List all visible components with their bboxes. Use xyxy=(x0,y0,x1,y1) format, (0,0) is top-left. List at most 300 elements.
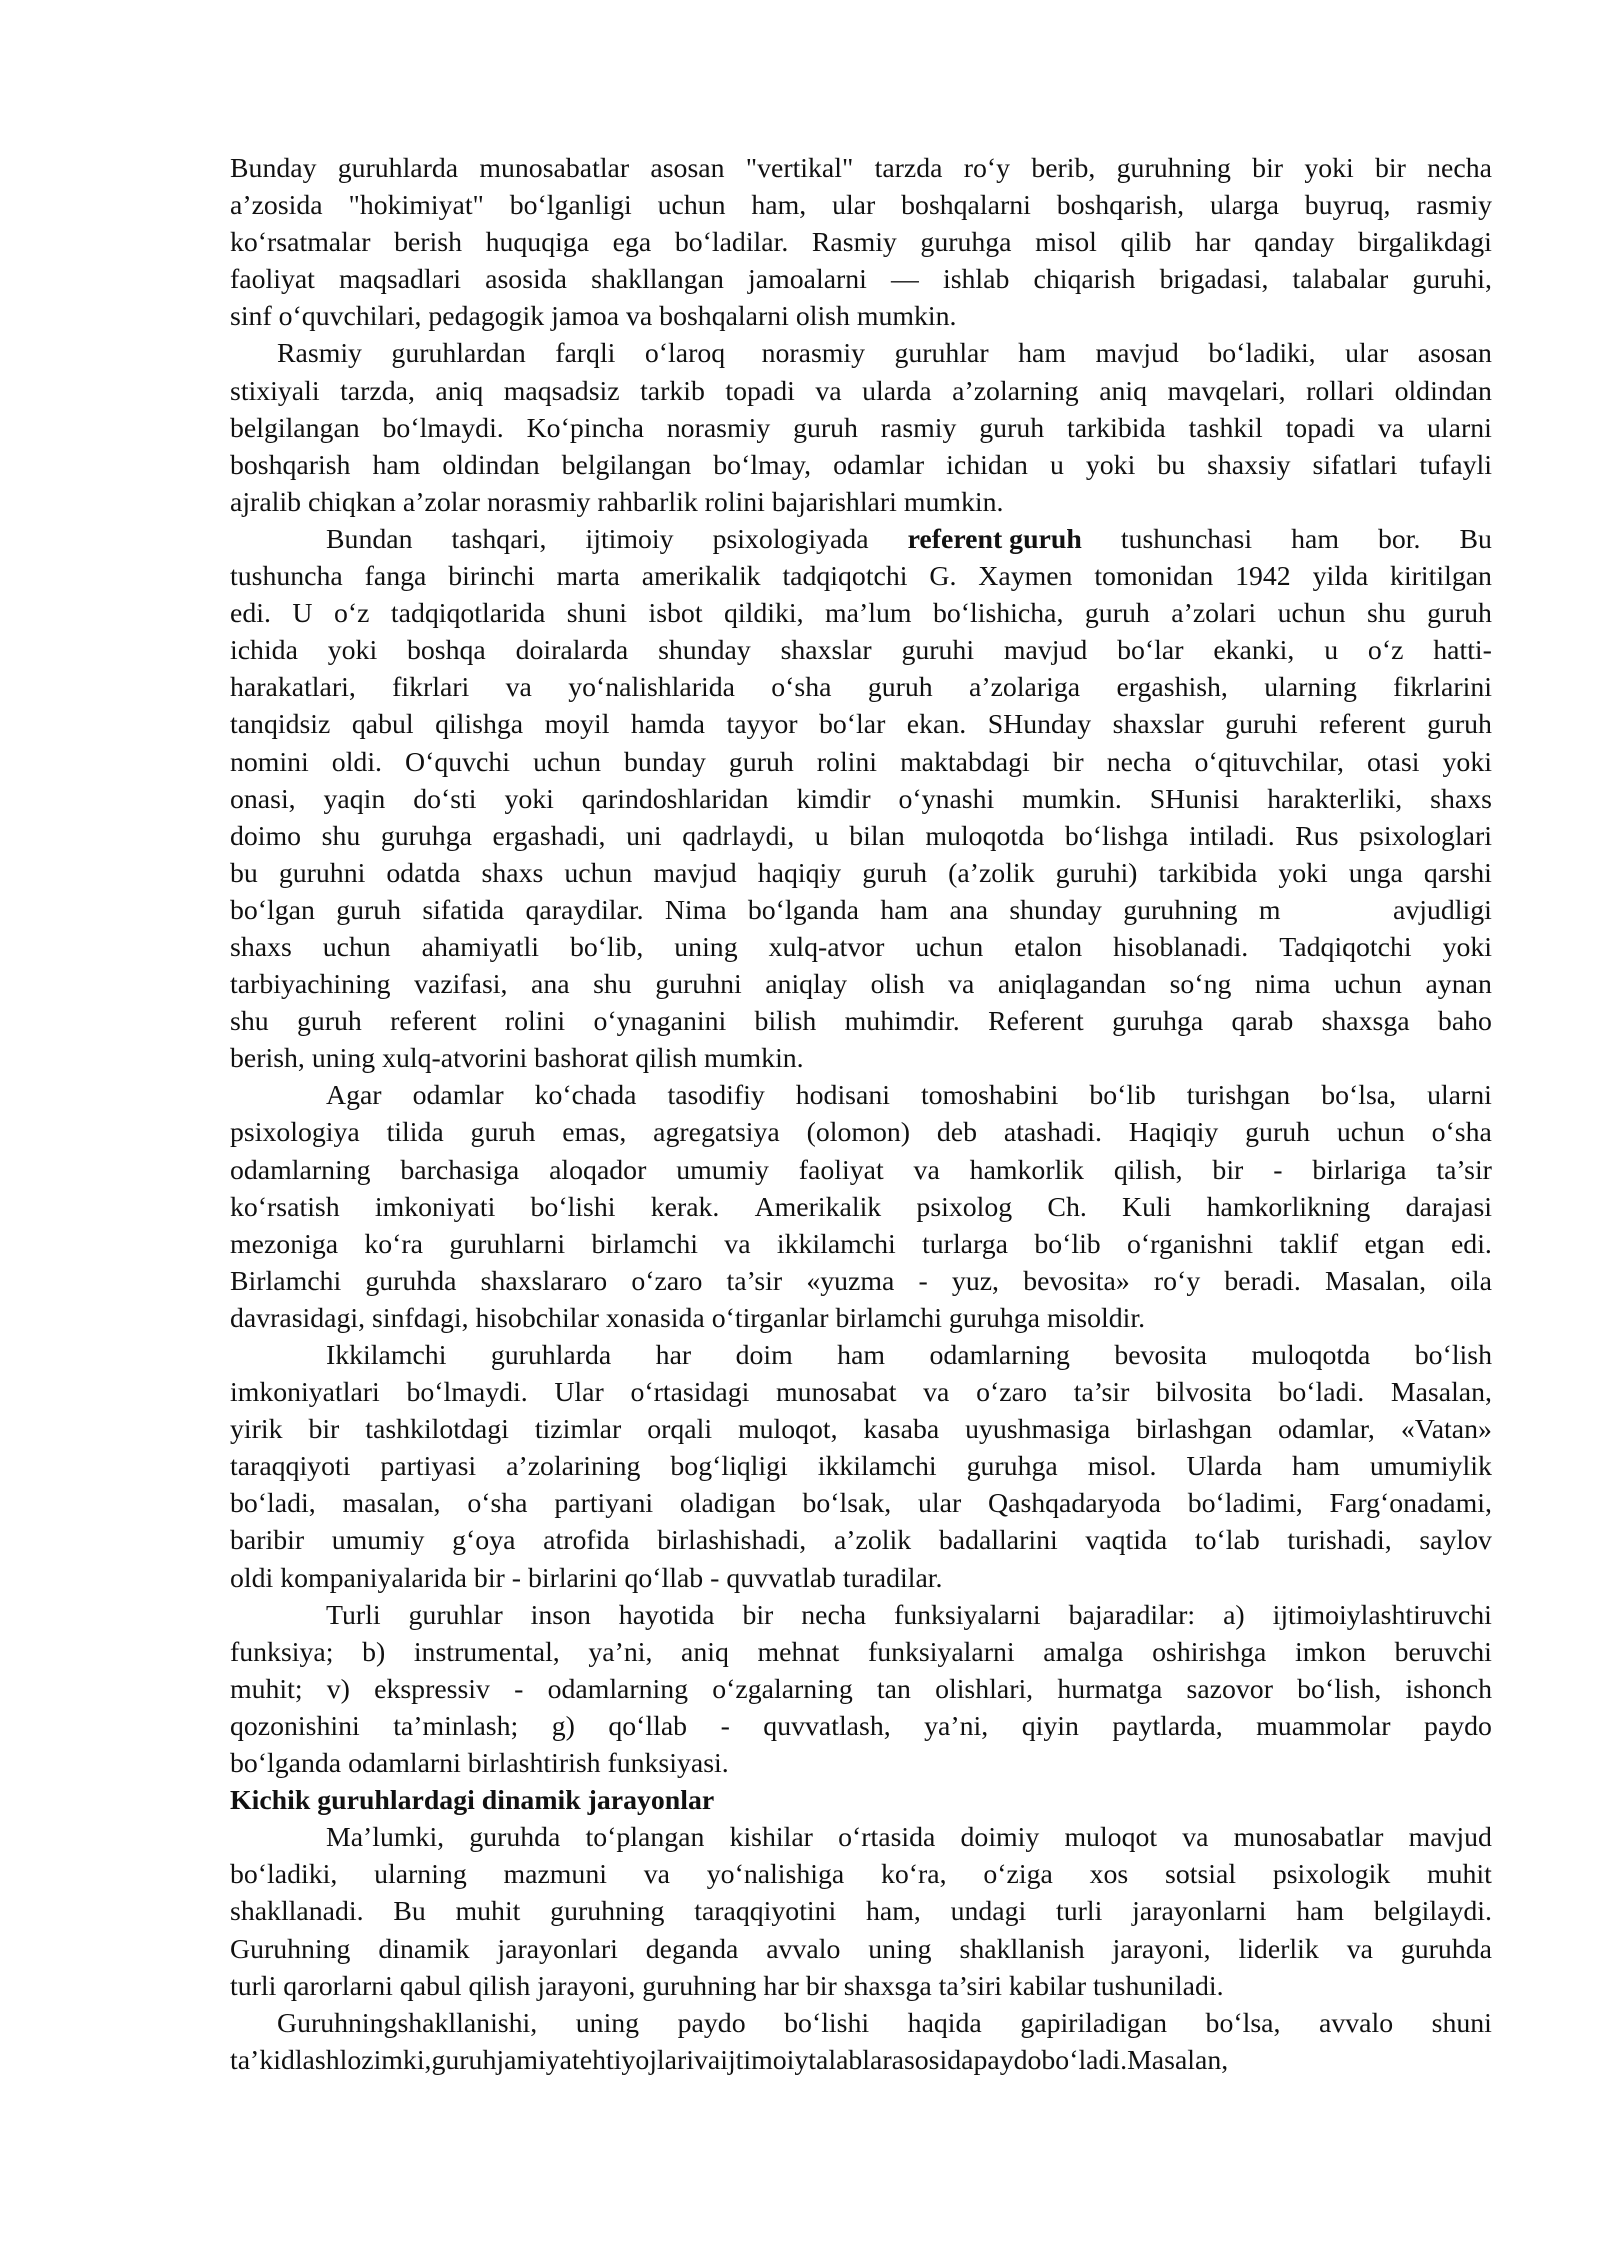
word: mavjud xyxy=(1408,1822,1492,1854)
word: qanday xyxy=(1254,227,1335,259)
word: sifatida xyxy=(422,894,505,926)
word: kasaba xyxy=(863,1414,940,1446)
paragraph xyxy=(230,150,1492,335)
word: a) xyxy=(1223,1599,1245,1631)
word: rollari xyxy=(1306,375,1375,407)
word: U xyxy=(292,598,313,630)
word: beradi. xyxy=(1224,1265,1301,1297)
word: marta xyxy=(556,561,620,593)
word: ergashish, xyxy=(1116,672,1228,704)
word: berish xyxy=(394,227,462,259)
text-line xyxy=(230,669,1492,706)
word: va xyxy=(1346,1933,1373,1965)
word: birgalikdagi xyxy=(1358,227,1492,259)
word: bo‘lsa, xyxy=(1321,1080,1397,1112)
word: doim xyxy=(735,1340,793,1371)
text-line xyxy=(230,373,1492,410)
text-line xyxy=(230,261,1492,298)
word: muhit; xyxy=(230,1673,303,1705)
word: olishlari, xyxy=(935,1673,1034,1705)
word: aniqlagandan xyxy=(997,969,1147,1001)
word: buyruq, xyxy=(1304,190,1391,222)
word: muloqot, xyxy=(737,1414,838,1446)
word: ko‘ra xyxy=(364,1228,424,1260)
word: partiyasi xyxy=(380,1451,477,1483)
word: shaxslar xyxy=(1112,709,1204,741)
word: turishadi, xyxy=(1287,1525,1392,1557)
word: ham xyxy=(372,449,421,481)
word: Masalan, xyxy=(1324,1265,1427,1297)
word: shu xyxy=(230,1006,269,1038)
word: yoki xyxy=(1442,931,1492,963)
word: amalga xyxy=(1043,1636,1124,1668)
word: o‘z xyxy=(1367,635,1404,667)
text-line xyxy=(230,1226,1492,1263)
word: misol. xyxy=(1087,1451,1157,1483)
word: a’zolarning xyxy=(952,375,1079,407)
word: tashqari, xyxy=(451,523,547,555)
text-line xyxy=(230,224,1492,261)
word: bo‘lish xyxy=(1414,1340,1492,1371)
word: lozimki, xyxy=(339,2044,432,2076)
word: ekanki, xyxy=(1213,635,1295,667)
word: farqli xyxy=(555,338,616,370)
text-line xyxy=(230,1077,1492,1114)
word: «yuzma xyxy=(806,1265,895,1297)
word: to‘lab xyxy=(1194,1525,1260,1557)
word: "hokimiyat" xyxy=(348,190,484,222)
word: odamlar xyxy=(833,449,925,481)
word: chiqarish xyxy=(1033,264,1136,296)
word: birlamchi xyxy=(591,1228,698,1260)
word: umumiy xyxy=(331,1525,425,1557)
word: taklif xyxy=(1279,1228,1339,1260)
word: yoki xyxy=(1278,857,1328,889)
word: va xyxy=(693,2044,721,2076)
word: jamiyat xyxy=(496,2044,580,2076)
word: m xyxy=(1258,894,1281,926)
word: shu xyxy=(1366,598,1406,630)
word: ham, xyxy=(751,190,807,222)
word: shakllangan xyxy=(591,264,724,296)
word: turli xyxy=(1056,1896,1103,1928)
word: rolini xyxy=(504,1006,566,1038)
text-line xyxy=(230,1485,1492,1522)
word: ham xyxy=(1018,338,1066,370)
word: sazovor xyxy=(1186,1673,1273,1705)
word: "vertikal" xyxy=(745,153,854,184)
word: hamkorlikning xyxy=(1206,1191,1371,1223)
word: liderlik xyxy=(1238,1933,1319,1965)
word: birlashishadi, xyxy=(657,1525,807,1557)
word: beruvchi xyxy=(1394,1636,1492,1668)
word: talabalar xyxy=(1292,264,1389,296)
word: shaxs xyxy=(1430,783,1492,815)
word: bo‘lib xyxy=(1034,1228,1101,1260)
word: shunday xyxy=(1009,894,1102,926)
word: muloqot xyxy=(1064,1822,1158,1854)
word: onasi, xyxy=(230,783,296,815)
text-line xyxy=(230,1708,1492,1745)
word: guruhga xyxy=(1112,1006,1204,1038)
word: turli qarorlarni qabul qilish jarayoni, guruhning har bir shaxsga ta’siri kabilar tushuniladi. xyxy=(230,1970,1224,2002)
word: hatti- xyxy=(1433,635,1492,667)
word: nima xyxy=(1254,969,1311,1001)
word: Ma’lumki, xyxy=(326,1822,445,1854)
word: o‘rganishni xyxy=(1127,1228,1254,1260)
word: Nima xyxy=(664,894,727,926)
text-line xyxy=(230,781,1492,818)
word: atrofida xyxy=(543,1525,630,1557)
word: kimdir xyxy=(796,783,871,815)
word: aniq xyxy=(1099,375,1148,407)
word: Guruhning xyxy=(230,1933,351,1965)
word: o‘ynaganini xyxy=(593,1006,727,1038)
word: bunday xyxy=(624,746,706,778)
word: shaxsiy xyxy=(1207,449,1291,481)
text-line xyxy=(230,818,1492,855)
word: aniqlay xyxy=(765,969,848,1001)
word: munosabat xyxy=(776,1377,897,1409)
word: qilishga xyxy=(435,709,524,741)
word: sifatlari xyxy=(1312,449,1398,481)
word: ahamiyatli xyxy=(421,931,539,963)
word: asosan xyxy=(1417,338,1492,370)
word: tomonidan xyxy=(1094,561,1214,593)
word: ularni xyxy=(1427,412,1492,444)
word: ajralib chiqkan a’zolar norasmiy rahbarlik rolini bajarishlari mumkin. xyxy=(230,486,1004,518)
bold-term: referent guruh xyxy=(907,523,1082,555)
word: muloqotda xyxy=(1251,1340,1371,1371)
word: Masalan, xyxy=(1390,1377,1492,1409)
word: emas, xyxy=(562,1117,627,1149)
word: haqida xyxy=(907,2007,982,2039)
word: Bu xyxy=(393,1896,426,1928)
word: amerikalik xyxy=(641,561,761,593)
paragraph xyxy=(230,1597,1492,1782)
word: saylov xyxy=(1419,1525,1492,1557)
word: tanqidsiz xyxy=(230,709,331,741)
word: guruh xyxy=(1427,598,1492,630)
word: yuz, xyxy=(951,1265,1000,1297)
word: o‘zaro xyxy=(976,1377,1048,1409)
word: maktabdagi xyxy=(900,746,1030,778)
word: unga xyxy=(1348,857,1403,889)
word: ham xyxy=(1296,1896,1345,1928)
word: aniq xyxy=(435,375,484,407)
word: harakterliki, xyxy=(1267,783,1403,815)
word: qarindoshlaridan xyxy=(581,783,769,815)
word: bo‘lish, xyxy=(1297,1673,1382,1705)
word: etgan xyxy=(1364,1228,1425,1260)
word: mazmuni xyxy=(503,1859,607,1891)
word: «Vatan» xyxy=(1400,1414,1492,1446)
word: tayyor xyxy=(726,709,798,741)
word: Rasmiy xyxy=(811,227,897,259)
word: bir xyxy=(1252,153,1284,184)
word: guruhlarda xyxy=(337,153,459,184)
word: qadrlaydi, xyxy=(682,820,795,852)
word: shaxslararo xyxy=(480,1265,608,1297)
word: guruhi, xyxy=(1412,264,1492,296)
word: badallarini xyxy=(938,1525,1058,1557)
word: Turli xyxy=(326,1599,381,1631)
word: haqiqiy xyxy=(757,857,842,889)
word: qabul xyxy=(351,709,414,741)
word: har xyxy=(655,1340,692,1371)
word: ishlab xyxy=(942,264,1010,296)
word: doimiy xyxy=(960,1822,1040,1854)
word: guruh xyxy=(867,672,933,704)
word: bo‘lganda odamlarni birlashtirish funksiyasi. xyxy=(230,1748,729,1780)
word: — xyxy=(891,264,919,296)
word: davrasidagi, sinfdagi, hisobchilar xonasida o‘tirganlar birlamchi guruhga misoldir. xyxy=(230,1302,1146,1334)
word: Agar xyxy=(326,1080,382,1112)
word: necha xyxy=(1106,746,1172,778)
word: stixiyali xyxy=(230,375,320,407)
word: Qashqadaryoda xyxy=(988,1488,1161,1520)
word: 1942 xyxy=(1235,561,1291,593)
word: v) xyxy=(326,1673,350,1705)
text-line xyxy=(230,1671,1492,1708)
paragraph xyxy=(230,1819,1492,2004)
word: etalon xyxy=(1014,931,1083,963)
word: deb xyxy=(936,1117,978,1149)
word: bilan xyxy=(849,820,905,852)
word: o‘ynashi xyxy=(898,783,995,815)
text-line xyxy=(230,1040,1492,1077)
word: tashkil xyxy=(1188,412,1263,444)
text-line xyxy=(230,855,1492,892)
word: tarzda, xyxy=(340,375,415,407)
word: guruhi) xyxy=(1055,857,1138,889)
word: tadqiqotlarida xyxy=(390,598,546,630)
word: olish xyxy=(870,969,925,1001)
word: imkoniyatlari xyxy=(230,1377,380,1409)
word: uchun xyxy=(1336,1117,1405,1149)
text-gap xyxy=(1302,892,1372,929)
word: o‘qituvchilar, xyxy=(1194,746,1344,778)
word: va xyxy=(913,1154,940,1186)
word: u xyxy=(814,820,829,852)
word: birlashgan xyxy=(1136,1414,1253,1446)
word: uning xyxy=(575,2007,640,2039)
word: qarab xyxy=(1231,1006,1294,1038)
word: qarshi xyxy=(1423,857,1492,889)
word: Rasmiy xyxy=(277,338,362,370)
word: guruh xyxy=(728,746,794,778)
word: bo‘ladi. xyxy=(1041,2044,1128,2076)
text-line xyxy=(230,1263,1492,1300)
word: oldindan xyxy=(1394,375,1492,407)
word: asosida xyxy=(891,2044,974,2076)
text-line xyxy=(230,892,1492,929)
word: baho xyxy=(1437,1006,1492,1038)
paragraph xyxy=(230,1337,1492,1597)
word: moyil xyxy=(544,709,610,741)
word: avvalo xyxy=(1319,2007,1394,2039)
word: funksiya; xyxy=(230,1636,334,1668)
word: u xyxy=(1049,449,1064,481)
word: uchun xyxy=(1334,969,1402,1001)
word: psixolog xyxy=(916,1191,1013,1223)
word: referent xyxy=(390,1006,477,1038)
word: uyushmasiga xyxy=(965,1414,1111,1446)
word: mehnat xyxy=(757,1636,840,1668)
word: bo‘lsa, xyxy=(1205,2007,1281,2039)
word: Birlamchi xyxy=(230,1265,342,1297)
word: isbot xyxy=(648,598,703,630)
word: guruhlar xyxy=(894,338,989,370)
word: hisoblanadi. xyxy=(1113,931,1249,963)
word: ta’kidlash xyxy=(230,2044,340,2076)
word: yoki xyxy=(1442,746,1492,778)
word: funksiyalarni xyxy=(893,1599,1041,1631)
word: Xaymen xyxy=(978,561,1073,593)
word: bilvosita xyxy=(1156,1377,1252,1409)
word: guruhga xyxy=(966,1451,1058,1483)
word: tizimlar xyxy=(534,1414,622,1446)
word: aniq xyxy=(681,1636,729,1668)
text-line xyxy=(230,447,1492,484)
word: shaxslar xyxy=(780,635,872,667)
word: qilib xyxy=(1120,227,1172,259)
word: tadqiqotchi xyxy=(782,561,908,593)
word: odamlar xyxy=(412,1080,504,1112)
word: tilida xyxy=(386,1117,444,1149)
word: guruhga xyxy=(380,820,472,852)
word: ta’minlash; xyxy=(393,1710,519,1742)
word: maqsadsiz xyxy=(503,375,620,407)
word: bo‘lishicha, xyxy=(932,598,1064,630)
word: SHunisi xyxy=(1149,783,1240,815)
word: guruh xyxy=(470,1117,536,1149)
word: hamkorlik xyxy=(969,1154,1084,1186)
word: Amerikalik xyxy=(754,1191,882,1223)
word: ularning xyxy=(1264,672,1357,704)
word: bo‘lgan xyxy=(230,894,315,926)
word: oladigan xyxy=(679,1488,776,1520)
word: umumiylik xyxy=(1369,1451,1492,1483)
word: misol xyxy=(1035,227,1097,259)
word: mavqelari, xyxy=(1167,375,1286,407)
word: qaraydilar. xyxy=(525,894,644,926)
word: orqali xyxy=(647,1414,713,1446)
word: bilish xyxy=(754,1006,817,1038)
word: Tadqiqotchi xyxy=(1279,931,1412,963)
word: ko‘ra, xyxy=(880,1859,947,1891)
word: aynan xyxy=(1425,969,1492,1001)
word: ijtimoiy xyxy=(585,523,674,555)
word: xulq-atvor xyxy=(768,931,885,963)
word: yaqin xyxy=(323,783,386,815)
word: bu xyxy=(230,857,258,889)
word: muhit xyxy=(1427,1859,1492,1891)
word: shuni xyxy=(1431,2007,1492,2039)
word: (a’zolik xyxy=(948,857,1035,889)
word: yoki xyxy=(327,635,378,667)
word: yirik xyxy=(230,1414,283,1446)
word: yoki xyxy=(1085,449,1136,481)
word: edi. xyxy=(230,598,271,630)
word: Kuli xyxy=(1122,1191,1172,1223)
word: Bundan xyxy=(326,523,413,555)
word: hurmatga xyxy=(1057,1673,1163,1705)
text-line xyxy=(230,929,1492,966)
word: o‘zaro xyxy=(631,1265,703,1297)
word: belgilangan xyxy=(230,412,360,444)
text-line xyxy=(230,1560,1492,1597)
word: topadi xyxy=(725,375,795,407)
word: yoki xyxy=(1304,153,1354,184)
word: Farg‘onadami, xyxy=(1329,1488,1492,1520)
word: mavjud xyxy=(653,857,737,889)
word: ijtimoiy xyxy=(720,2044,809,2076)
word: shaxs xyxy=(481,857,544,889)
word: tasodifiy xyxy=(667,1080,765,1112)
word: shu xyxy=(593,969,632,1001)
word: ichida xyxy=(230,635,298,667)
word: tashkilotdagi xyxy=(365,1414,509,1446)
word: vazifasi, xyxy=(414,969,508,1001)
word: mavjud xyxy=(1003,635,1088,667)
word: muloqotda xyxy=(925,820,1045,852)
word: u xyxy=(1324,635,1339,667)
word: guruh xyxy=(1427,709,1492,741)
word: guruhning xyxy=(1123,894,1238,926)
word: odamlar, xyxy=(1277,1414,1375,1446)
paragraph xyxy=(230,521,1492,1077)
word: shakllanadi. xyxy=(230,1896,364,1928)
word: har xyxy=(1195,227,1231,259)
word: bo‘lishi xyxy=(530,1191,616,1223)
word: shu xyxy=(321,820,361,852)
word: uchun xyxy=(322,931,391,963)
text-line xyxy=(230,1893,1492,1930)
word: barchasiga xyxy=(400,1154,520,1186)
word: a’zolik xyxy=(833,1525,912,1557)
word: guruhlardan xyxy=(391,338,526,370)
text-line xyxy=(230,521,1492,558)
word: ham xyxy=(837,1340,886,1371)
word: otasi xyxy=(1367,746,1420,778)
word: jarayonlari xyxy=(497,1933,618,1965)
text-line xyxy=(230,706,1492,743)
word: SHunday xyxy=(987,709,1092,741)
word: guruhlarda xyxy=(490,1340,612,1371)
word: imkoniyati xyxy=(374,1191,496,1223)
word: aloqador xyxy=(549,1154,647,1186)
word: bo‘ladiki, xyxy=(1208,338,1316,370)
word: ekan. xyxy=(906,709,967,741)
text-line xyxy=(230,150,1492,187)
word: - xyxy=(1273,1154,1283,1186)
word: shakllanish xyxy=(959,1933,1085,1965)
word: va xyxy=(1377,412,1405,444)
word: bo‘ladi, xyxy=(230,1488,316,1520)
word: odamlarning xyxy=(929,1340,1070,1371)
word: - xyxy=(514,1673,524,1705)
word: ehtiyojlari xyxy=(579,2044,694,2076)
word: shaxsga xyxy=(1321,1006,1410,1038)
word: bo‘lib, xyxy=(569,931,644,963)
word: boshqalarni xyxy=(901,190,1031,222)
text-line xyxy=(230,966,1492,1003)
word: Rus xyxy=(1295,820,1339,852)
word: a’zolari xyxy=(1171,598,1257,630)
text-line xyxy=(230,2042,1492,2079)
word: xos xyxy=(1089,1859,1129,1891)
